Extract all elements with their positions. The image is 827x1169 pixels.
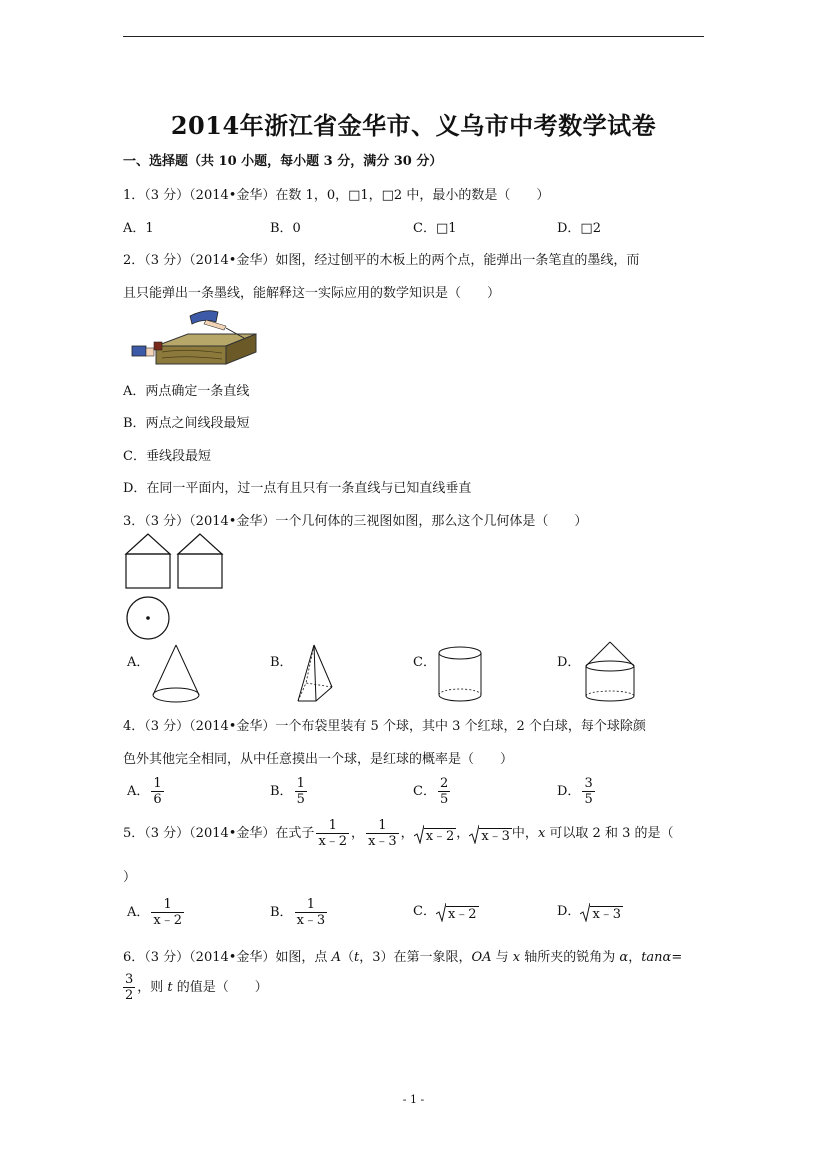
q3-cone-on-cylinder-figure	[582, 640, 640, 704]
q5-stem: 5．（3 分）（2014•金华）在式子 $\frac{1}{x﹣2}$ ， $\frac{1}{x﹣3}$ ， x﹣2 ， x﹣3 中，x 可以取 2 和 3 的是（	[123, 818, 674, 849]
page-number: - 1 -	[402, 1093, 425, 1106]
section-heading: 一、选择题（共 10 小题，每小题 3 分，满分 30 分）	[123, 154, 443, 169]
header-rule	[123, 36, 704, 37]
q3-cone-figure	[150, 643, 204, 705]
q3-pyramid-figure	[292, 643, 336, 705]
q5-option-d: D． x﹣3	[557, 900, 623, 922]
q5-option-a: A． $\frac{1}{x﹣2}$	[127, 897, 182, 928]
q1-option-b: B．0	[270, 221, 301, 236]
q2-wood-board-figure	[126, 306, 266, 372]
q1-option-a: A．1	[123, 221, 154, 236]
q2-option-d: D．在同一平面内，过一点有且只有一条直线与已知直线垂直	[123, 481, 472, 496]
fraction: $\frac{1}{6}$	[153, 776, 162, 807]
radical: x﹣2	[436, 902, 479, 922]
q2-stem-line2: 且只能弹出一条墨线，能解释这一实际应用的数学知识是（ ）	[123, 286, 501, 301]
fraction: $\frac{1}{x﹣3}$	[296, 897, 326, 928]
q4-option-c: C． $\frac{2}{5}$	[413, 776, 449, 807]
q3-option-a: A．	[127, 655, 150, 670]
q4-stem-line1: 4．（3 分）（2014•金华）一个布袋里装有 5 个球，其中 3 个红球，2 个白球，每个球除颜	[123, 719, 646, 734]
q3-front-side-views	[124, 532, 228, 592]
q3-top-view	[124, 596, 174, 642]
fraction-1: $\frac{1}{x﹣2}$	[318, 818, 348, 849]
q1-stem: 1．（3 分）（2014•金华）在数 1，0，□1，□2 中，最小的数是（ ）	[123, 188, 550, 203]
radical-2: x﹣3	[469, 824, 512, 844]
q4-option-b: B． $\frac{1}{5}$	[270, 776, 305, 807]
q1-option-c: C．□1	[413, 221, 457, 236]
fraction: $\frac{2}{5}$	[439, 776, 449, 807]
q3-option-b: B．	[270, 655, 293, 670]
q3-cylinder-figure	[436, 643, 486, 705]
q3-option-c: C．	[413, 655, 436, 670]
q4-option-a: A． $\frac{1}{6}$	[127, 776, 162, 807]
q5-stem-close: ）	[123, 870, 137, 885]
fraction: $\frac{1}{x﹣2}$	[153, 897, 182, 928]
q2-option-c: C．垂线段最短	[123, 449, 211, 464]
q4-stem-line2: 色外其他完全相同，从中任意摸出一个球，是红球的概率是（ ）	[123, 752, 514, 767]
fraction: $\frac{3}{5}$	[584, 776, 593, 807]
q6-stem-line2: $\frac{3}{2}$ ，则 t 的值是（ ）	[125, 972, 268, 1003]
q5-option-c: C． x﹣2	[413, 900, 479, 922]
radical-1: x﹣2	[414, 824, 457, 844]
q2-option-b: B．两点之间线段最短	[123, 416, 250, 431]
q4-option-d: D． $\frac{3}{5}$	[557, 776, 593, 807]
fraction: $\frac{1}{5}$	[296, 776, 305, 807]
fraction: $\frac{3}{2}$	[125, 972, 134, 1003]
radical: x﹣3	[580, 902, 623, 922]
fraction-2: $\frac{1}{x﹣3}$	[368, 818, 397, 849]
q5-option-b: B． $\frac{1}{x﹣3}$	[270, 897, 326, 928]
page-title: 2014年浙江省金华市、义乌市中考数学试卷	[170, 111, 657, 140]
q3-stem: 3．（3 分）（2014•金华）一个几何体的三视图如图，那么这个几何体是（ ）	[123, 514, 588, 529]
q1-option-d: D．□2	[557, 221, 601, 236]
q6-stem-line1: 6．（3 分）（2014•金华）如图，点 A（t，3）在第一象限，OA 与 x 轴所夹的锐角为 α，tanα=	[123, 950, 683, 965]
q3-option-d: D．	[557, 655, 581, 670]
q2-stem-line1: 2．（3 分）（2014•金华）如图，经过刨平的木板上的两个点，能弹出一条笔直的墨线，而	[123, 253, 640, 268]
q2-option-a: A．两点确定一条直线	[123, 384, 250, 399]
